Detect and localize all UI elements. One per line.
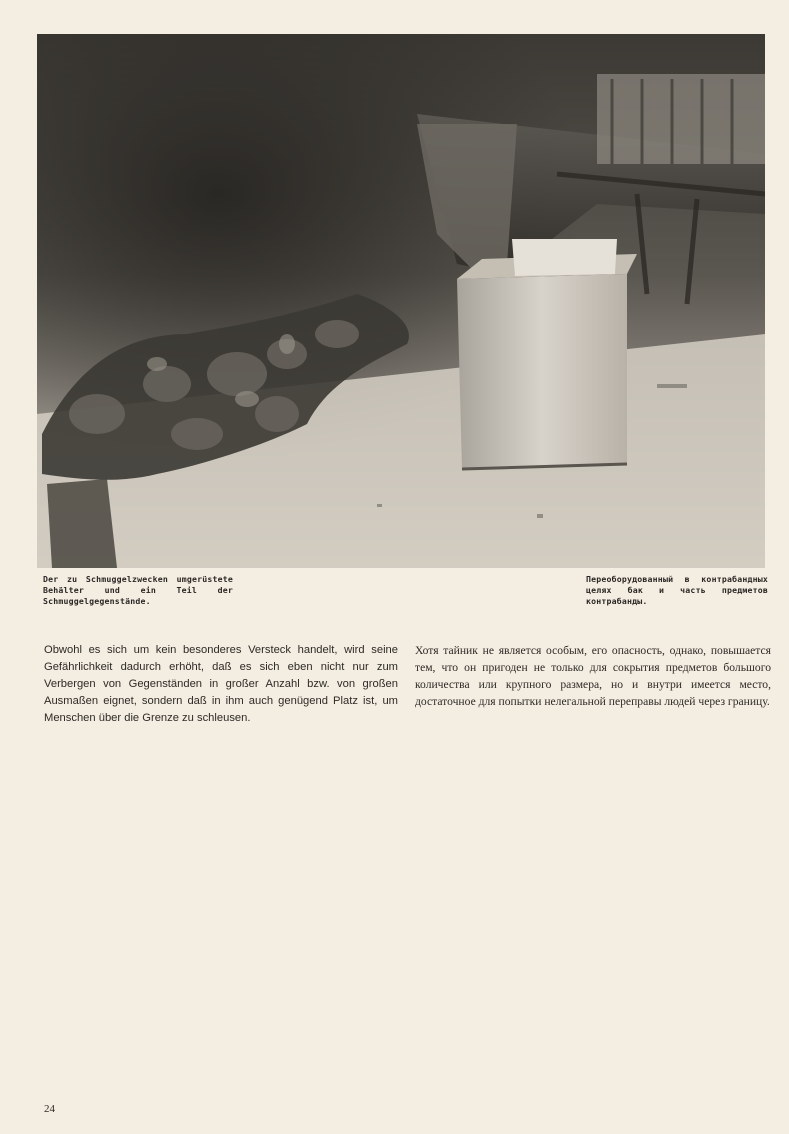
body-text-german: Obwohl es sich um kein besonderes Versteck handelt, wird seine Gefährlichkeit dadurch erhöht, daß es sich eben nicht nur zum Verbergen von Gegenständen in großer Anzahl bzw. von großen Ausmaßen eignet, sondern daß in ihm auch genügend Platz ist, um Menschen über die Grenze zu schleusen. (44, 644, 398, 724)
caption-german: Der zu Schmuggelzwecken umgerüstete Behälter und ein Teil der Schmuggelgegenstände. (43, 574, 233, 606)
smuggling-container-photo (37, 34, 765, 568)
body-text-russian: Хотя тайник не является особым, его опасность, однако, повышается тем, что он пригоден не только для сокрытия предметов большого количества или крупного размера, но и внутри имеется место, достаточное для попытки нелегальной переправы людей через границу. (415, 644, 771, 708)
page-number: 24 (44, 1103, 55, 1115)
caption-russian: Переоборудованный в контрабандных целях бак и часть предметов контрабанды. (586, 574, 768, 606)
